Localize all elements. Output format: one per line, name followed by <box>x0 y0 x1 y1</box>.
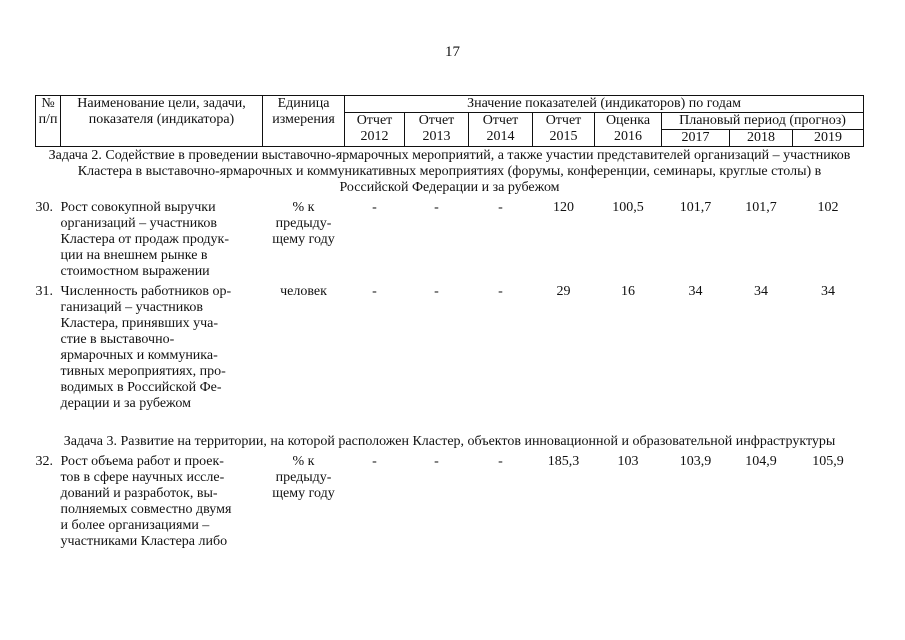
value-cell: 29 <box>556 284 571 299</box>
value-cell: 34 <box>821 284 836 299</box>
header-values-title: Значение показателей (индикаторов) по годам <box>345 96 864 113</box>
value-cell: - <box>498 454 503 469</box>
value-cell: - <box>498 284 503 299</box>
value-cell: 34 <box>754 284 768 299</box>
indicator-unit: % к предыду- щему году <box>272 454 335 501</box>
value-cell: 102 <box>817 200 839 215</box>
table-row <box>36 280 864 412</box>
value-cell: 34 <box>688 284 703 299</box>
row-number: 30. <box>35 200 53 215</box>
indicator-unit: % к предыду- щему году <box>272 200 335 247</box>
value-cell: - <box>434 200 439 215</box>
value-cell: 103,9 <box>679 454 712 469</box>
value-cell: 16 <box>621 284 635 299</box>
task-title: Задача 3. Развитие на территории, на которой расположен Кластер, объектов инновационной и образовательной инфраструктуры <box>63 434 836 449</box>
header-col-kind: Отчет 2014 <box>469 113 533 147</box>
header-plan-year: 2018 <box>730 130 793 147</box>
indicator-name: Рост совокупной выручки организаций – участников Кластера от продаж продук- ции на внешнем рынке в стоимостном выражении <box>60 200 230 279</box>
value-cell: 101,7 <box>745 200 777 215</box>
value-cell: 103 <box>617 454 639 469</box>
value-cell: - <box>434 284 439 299</box>
value-cell: - <box>372 284 377 299</box>
value-cell: 105,9 <box>812 454 844 469</box>
header-num: № п/п <box>36 96 61 147</box>
value-cell: - <box>372 200 377 215</box>
table-row <box>36 450 864 550</box>
indicators-table <box>35 95 864 550</box>
header-plan-year: 2017 <box>662 130 730 147</box>
header-name: Наименование цели, задачи, показателя (индикатора) <box>61 96 263 147</box>
header-plan-year: 2019 <box>793 130 864 147</box>
header-col-kind: Отчет 2012 <box>345 113 405 147</box>
value-cell: 185,3 <box>547 454 580 469</box>
value-cell: 100,5 <box>612 200 644 215</box>
table-row <box>36 196 864 280</box>
page-number: 17 <box>445 44 460 60</box>
value-cell: - <box>434 454 439 469</box>
value-cell: 101,7 <box>679 200 712 215</box>
header-col-kind: Отчет 2013 <box>405 113 469 147</box>
header-plan-title: Плановый период (прогноз) <box>662 113 864 130</box>
indicator-name: Рост объема работ и проек- тов в сфере научных иссле- дований и разработок, вы- полняемых совместно двумя и более организациями – участниками Кластера либо <box>60 454 232 549</box>
row-number: 32. <box>35 454 53 469</box>
value-cell: 120 <box>553 200 574 215</box>
header-col-kind: Оценка 2016 <box>595 113 662 147</box>
header-col-kind: Отчет 2015 <box>533 113 595 147</box>
header-unit: Единица измерения <box>263 96 345 147</box>
value-cell: - <box>372 454 377 469</box>
value-cell: 104,9 <box>745 454 777 469</box>
task-title: Задача 2. Содействие в проведении выставочно-ярмарочных мероприятий, а также участии представителей организаций – участников Кластера в выставочно-ярмарочных и коммуникативных мероприятиях (форумы, конференции, семинары, круглые столы) в Российской Федерации и за рубежом <box>48 148 851 195</box>
indicator-name: Численность работников ор- ганизаций – участников Кластера, принявших уча- стие в выставочно- ярмарочных и коммуника- тивных мероприятиях, про- водимых в Российской Фе- дерации и за рубежом <box>60 284 232 411</box>
indicator-unit: человек <box>280 284 327 299</box>
value-cell: - <box>498 200 503 215</box>
row-number: 31. <box>35 284 53 299</box>
